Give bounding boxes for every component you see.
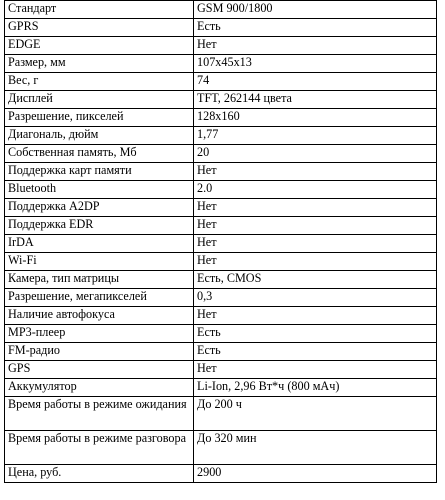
spec-table (4, 0, 437, 483)
value-cell: 0,3 (194, 289, 437, 307)
value-cell: Нет (194, 235, 437, 253)
param-cell: Размер, мм (5, 55, 194, 73)
table-row (5, 465, 437, 483)
table-row (5, 307, 437, 325)
value-cell: 20 (194, 145, 437, 163)
param-cell: GPS (5, 361, 194, 379)
value-cell: До 320 мин (194, 431, 437, 465)
table-row (5, 127, 437, 145)
table-row (5, 289, 437, 307)
param-cell: Разрешение, пикселей (5, 109, 194, 127)
param-cell: Время работы в режиме ожидания (5, 397, 194, 431)
table-row (5, 163, 437, 181)
param-cell: Поддержка карт памяти (5, 163, 194, 181)
value-cell: Есть (194, 325, 437, 343)
value-cell: TFT, 262144 цвета (194, 91, 437, 109)
param-cell: Время работы в режиме разговора (5, 431, 194, 465)
value-cell: 107x45x13 (194, 55, 437, 73)
value-cell: 128x160 (194, 109, 437, 127)
value-cell: До 200 ч (194, 397, 437, 431)
table-row (5, 431, 437, 465)
table-row (5, 253, 437, 271)
table-row (5, 199, 437, 217)
table-row (5, 181, 437, 199)
value-cell: Нет (194, 199, 437, 217)
table-row (5, 361, 437, 379)
value-cell: Нет (194, 253, 437, 271)
param-cell: Стандарт (5, 1, 194, 19)
param-cell: MP3-плеер (5, 325, 194, 343)
value-cell: 2.0 (194, 181, 437, 199)
value-cell: Нет (194, 37, 437, 55)
value-cell: Li-Ion, 2,96 Вт*ч (800 мАч) (194, 379, 437, 397)
param-cell: EDGE (5, 37, 194, 55)
table-row (5, 37, 437, 55)
param-cell: Поддержка EDR (5, 217, 194, 235)
param-cell: Диагональ, дюйм (5, 127, 194, 145)
value-cell: Есть, CMOS (194, 271, 437, 289)
table-row (5, 73, 437, 91)
param-cell: Разрешение, мегапикселей (5, 289, 194, 307)
value-cell: GSM 900/1800 (194, 1, 437, 19)
param-cell: Дисплей (5, 91, 194, 109)
table-row (5, 397, 437, 431)
value-cell: Нет (194, 217, 437, 235)
value-cell: 1,77 (194, 127, 437, 145)
param-cell: Цена, руб. (5, 465, 194, 483)
table-row (5, 145, 437, 163)
param-cell: Поддержка A2DP (5, 199, 194, 217)
param-cell: FM-радио (5, 343, 194, 361)
table-row (5, 1, 437, 19)
value-cell: 74 (194, 73, 437, 91)
table-row (5, 235, 437, 253)
value-cell: Есть (194, 343, 437, 361)
param-cell: IrDA (5, 235, 194, 253)
param-cell: Wi-Fi (5, 253, 194, 271)
param-cell: GPRS (5, 19, 194, 37)
param-cell: Наличие автофокуса (5, 307, 194, 325)
table-row (5, 325, 437, 343)
table-row (5, 217, 437, 235)
value-cell: 2900 (194, 465, 437, 483)
value-cell: Есть (194, 19, 437, 37)
table-row (5, 271, 437, 289)
value-cell: Нет (194, 307, 437, 325)
param-cell: Bluetooth (5, 181, 194, 199)
param-cell: Камера, тип матрицы (5, 271, 194, 289)
table-row (5, 343, 437, 361)
value-cell: Нет (194, 361, 437, 379)
table-row (5, 19, 437, 37)
table-row (5, 379, 437, 397)
value-cell: Нет (194, 163, 437, 181)
table-row (5, 55, 437, 73)
param-cell: Аккумулятор (5, 379, 194, 397)
table-row (5, 109, 437, 127)
table-row (5, 91, 437, 109)
param-cell: Вес, г (5, 73, 194, 91)
param-cell: Собственная память, Мб (5, 145, 194, 163)
